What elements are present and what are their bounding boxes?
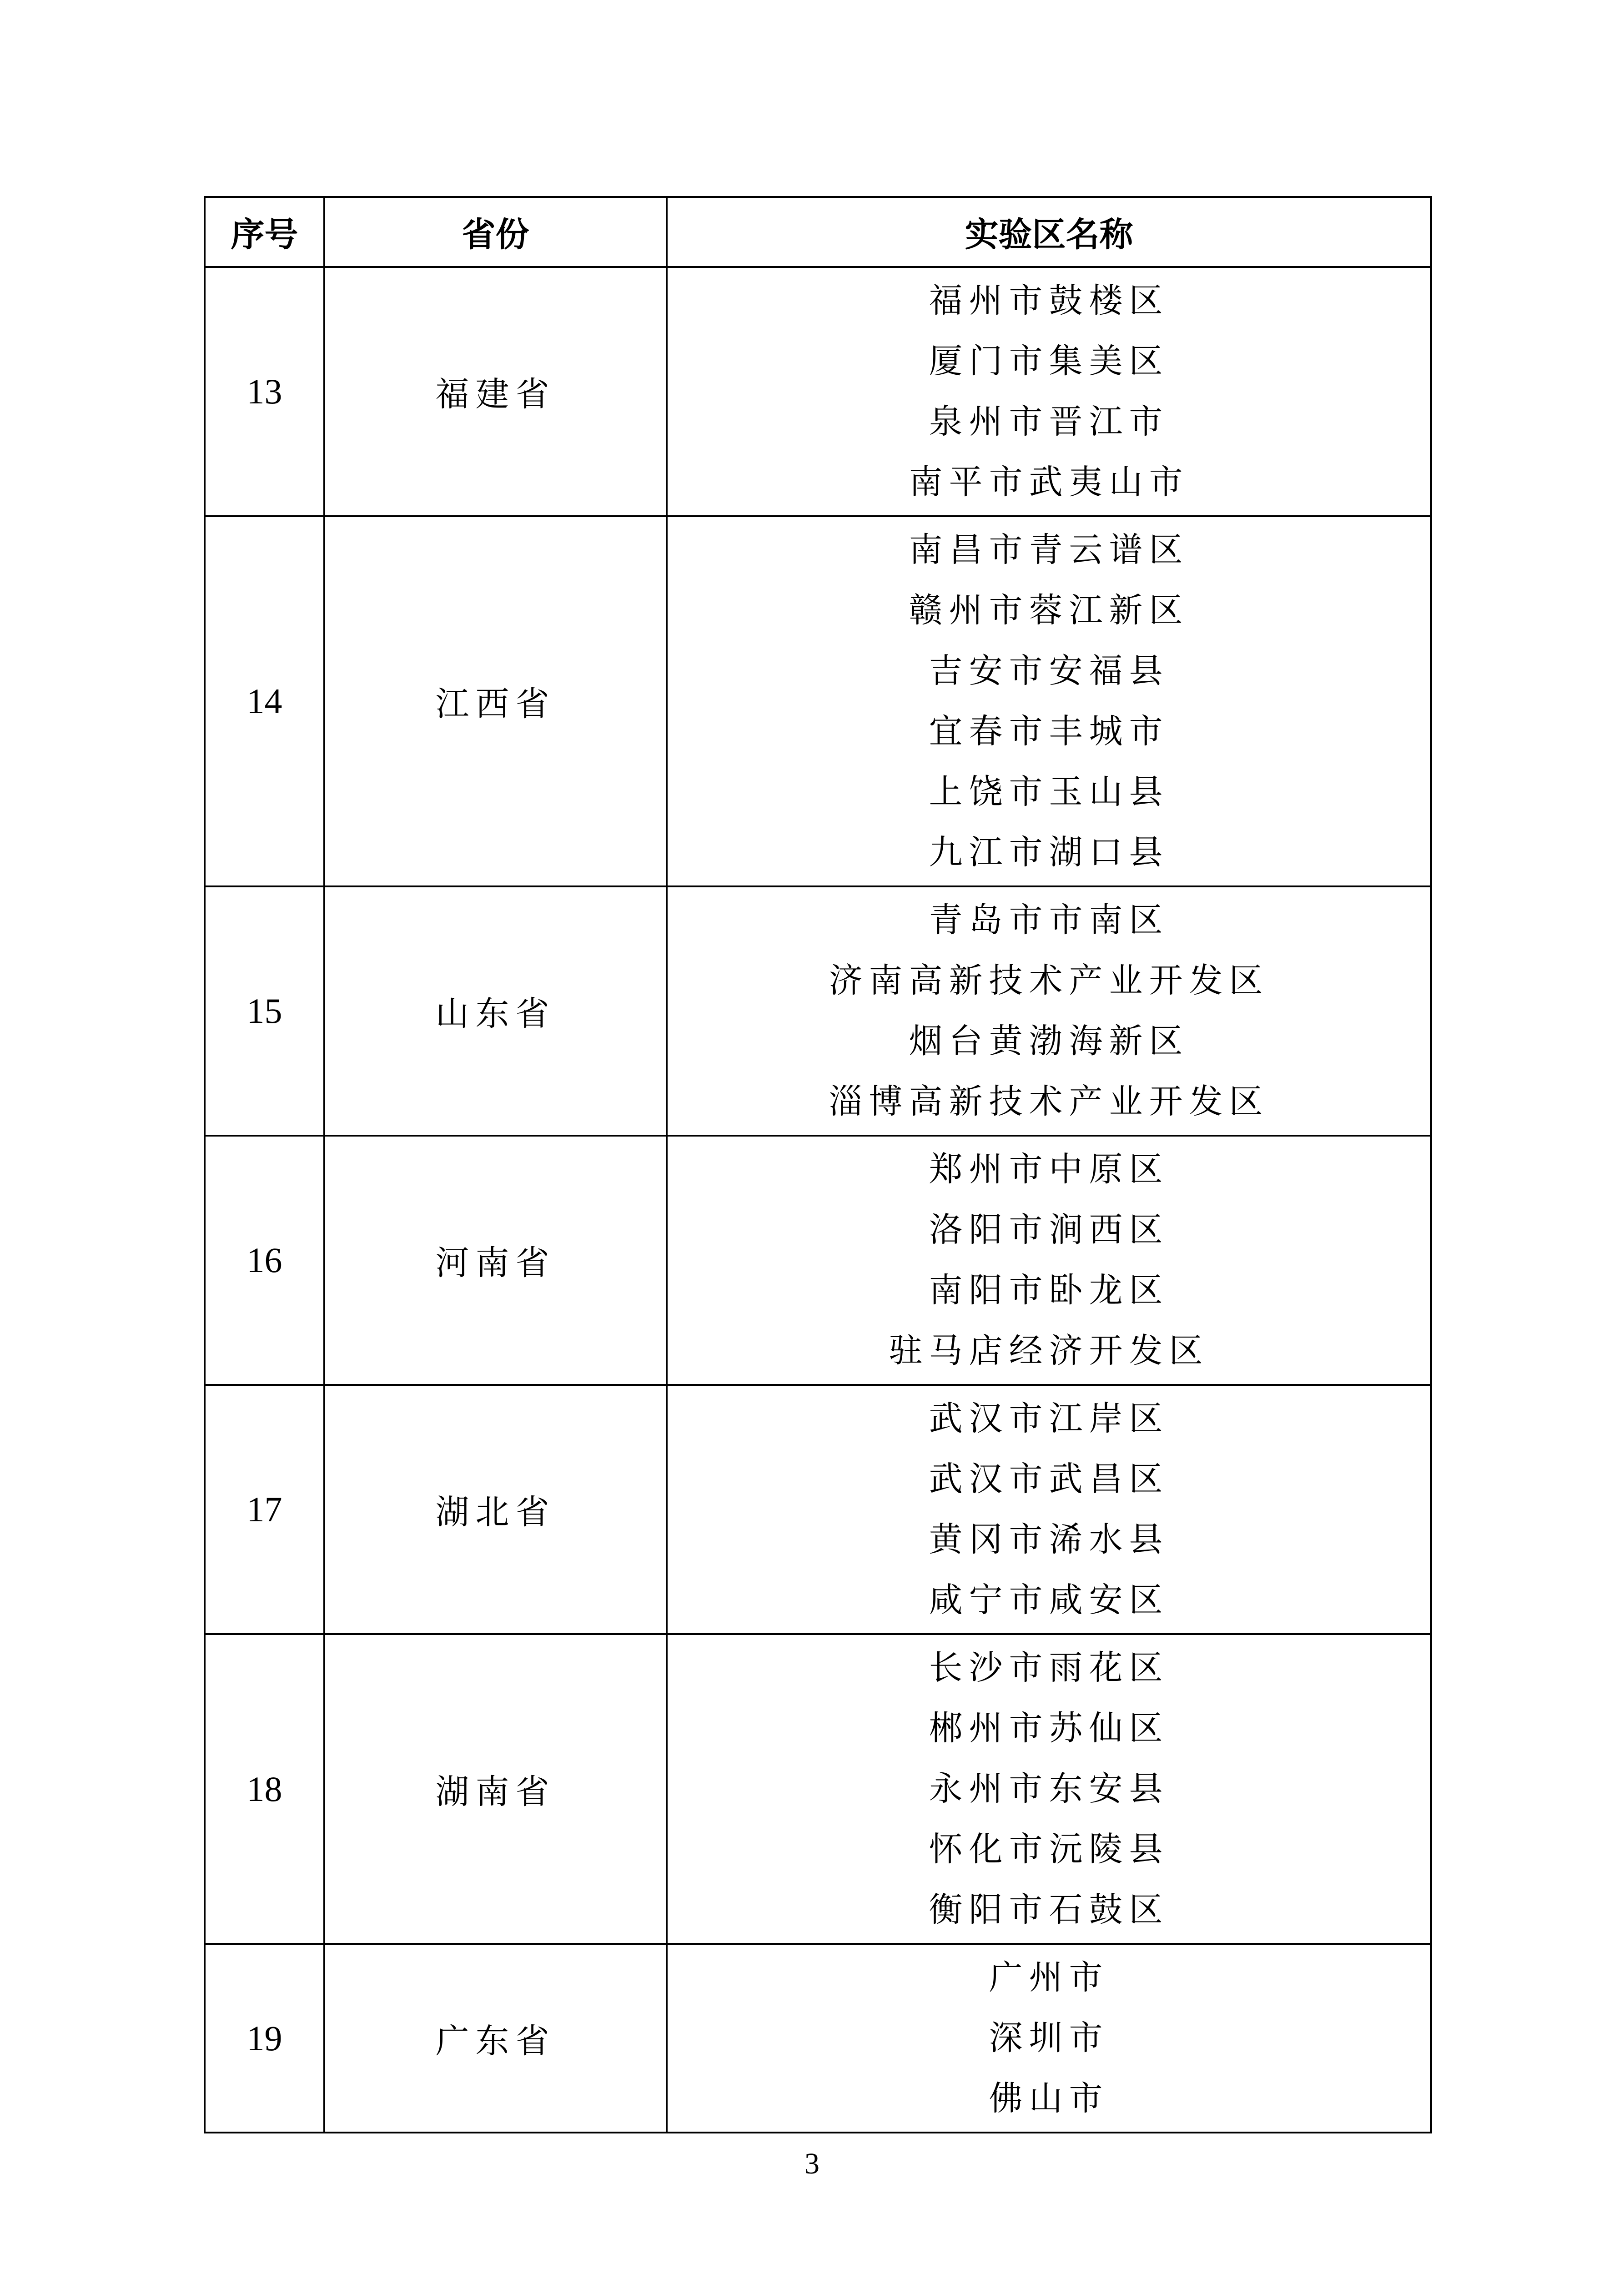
zone-name: 衡阳市石鼓区 (929, 1890, 1169, 1929)
zone-name: 南阳市卧龙区 (929, 1271, 1169, 1310)
zone-name: 九江市湖口县 (929, 833, 1169, 872)
zone-name: 郴州市苏仙区 (929, 1709, 1169, 1748)
province-name: 江西省 (324, 516, 667, 886)
table-row (205, 1944, 1431, 2133)
zone-name: 赣州市蓉江新区 (909, 591, 1189, 630)
province-name: 湖南省 (324, 1634, 667, 1944)
zone-list (667, 516, 1431, 886)
province-name: 山东省 (324, 886, 667, 1136)
zone-name: 吉安市安福县 (929, 651, 1169, 690)
row-number: 17 (205, 1385, 324, 1634)
table-row (205, 886, 1431, 1136)
table-row (205, 1136, 1431, 1385)
zone-name: 济南高新技术产业开发区 (829, 961, 1269, 1000)
zone-list (667, 1136, 1431, 1385)
zone-name: 广州市 (989, 1958, 1109, 1997)
zone-name: 宜春市丰城市 (929, 712, 1169, 751)
zone-name: 武汉市武昌区 (929, 1459, 1169, 1499)
zone-name: 咸宁市咸安区 (929, 1580, 1169, 1620)
province-name: 湖北省 (324, 1385, 667, 1634)
zone-name: 武汉市江岸区 (929, 1399, 1169, 1438)
zone-name: 黄冈市浠水县 (929, 1520, 1169, 1559)
zone-list (667, 1944, 1431, 2133)
zone-name: 烟台黄渤海新区 (909, 1021, 1189, 1061)
zone-name: 洛阳市涧西区 (929, 1210, 1169, 1249)
zone-name: 淄博高新技术产业开发区 (829, 1082, 1269, 1121)
zone-name: 泉州市晋江市 (929, 402, 1169, 441)
zone-name: 南昌市青云谱区 (909, 530, 1189, 569)
header-areas: 实验区名称 (667, 197, 1431, 267)
zone-name: 驻马店经济开发区 (889, 1331, 1209, 1370)
province-name: 河南省 (324, 1136, 667, 1385)
zone-list (667, 886, 1431, 1136)
header-no: 序号 (205, 197, 324, 267)
zone-name: 永州市东安县 (929, 1769, 1169, 1808)
row-number: 16 (205, 1136, 324, 1385)
zone-list (667, 1385, 1431, 1634)
table-body (205, 267, 1431, 2133)
zone-name: 南平市武夷山市 (909, 463, 1189, 502)
zone-name: 青岛市市南区 (929, 901, 1169, 940)
row-number: 14 (205, 516, 324, 886)
experimental-zone-table (204, 196, 1432, 2133)
zone-list (667, 267, 1431, 516)
zone-name: 深圳市 (989, 2018, 1109, 2058)
zone-name: 厦门市集美区 (929, 342, 1169, 381)
table-row (205, 267, 1431, 516)
zone-name: 佛山市 (989, 2079, 1109, 2118)
row-number: 18 (205, 1634, 324, 1944)
header-row (205, 197, 1431, 267)
province-name: 福建省 (324, 267, 667, 516)
zone-name: 福州市鼓楼区 (929, 281, 1169, 320)
zone-name: 长沙市雨花区 (929, 1648, 1169, 1687)
row-number: 13 (205, 267, 324, 516)
header-province: 省份 (324, 197, 667, 267)
table-header (205, 197, 1431, 267)
table-row (205, 1385, 1431, 1634)
page-number: 3 (804, 2147, 820, 2180)
zone-list (667, 1634, 1431, 1944)
zone-name: 郑州市中原区 (929, 1150, 1169, 1189)
table-row (205, 516, 1431, 886)
zone-name: 怀化市沅陵县 (929, 1830, 1169, 1869)
row-number: 19 (205, 1944, 324, 2133)
table-row (205, 1634, 1431, 1944)
province-name: 广东省 (324, 1944, 667, 2133)
row-number: 15 (205, 886, 324, 1136)
zone-name: 上饶市玉山县 (929, 772, 1169, 811)
